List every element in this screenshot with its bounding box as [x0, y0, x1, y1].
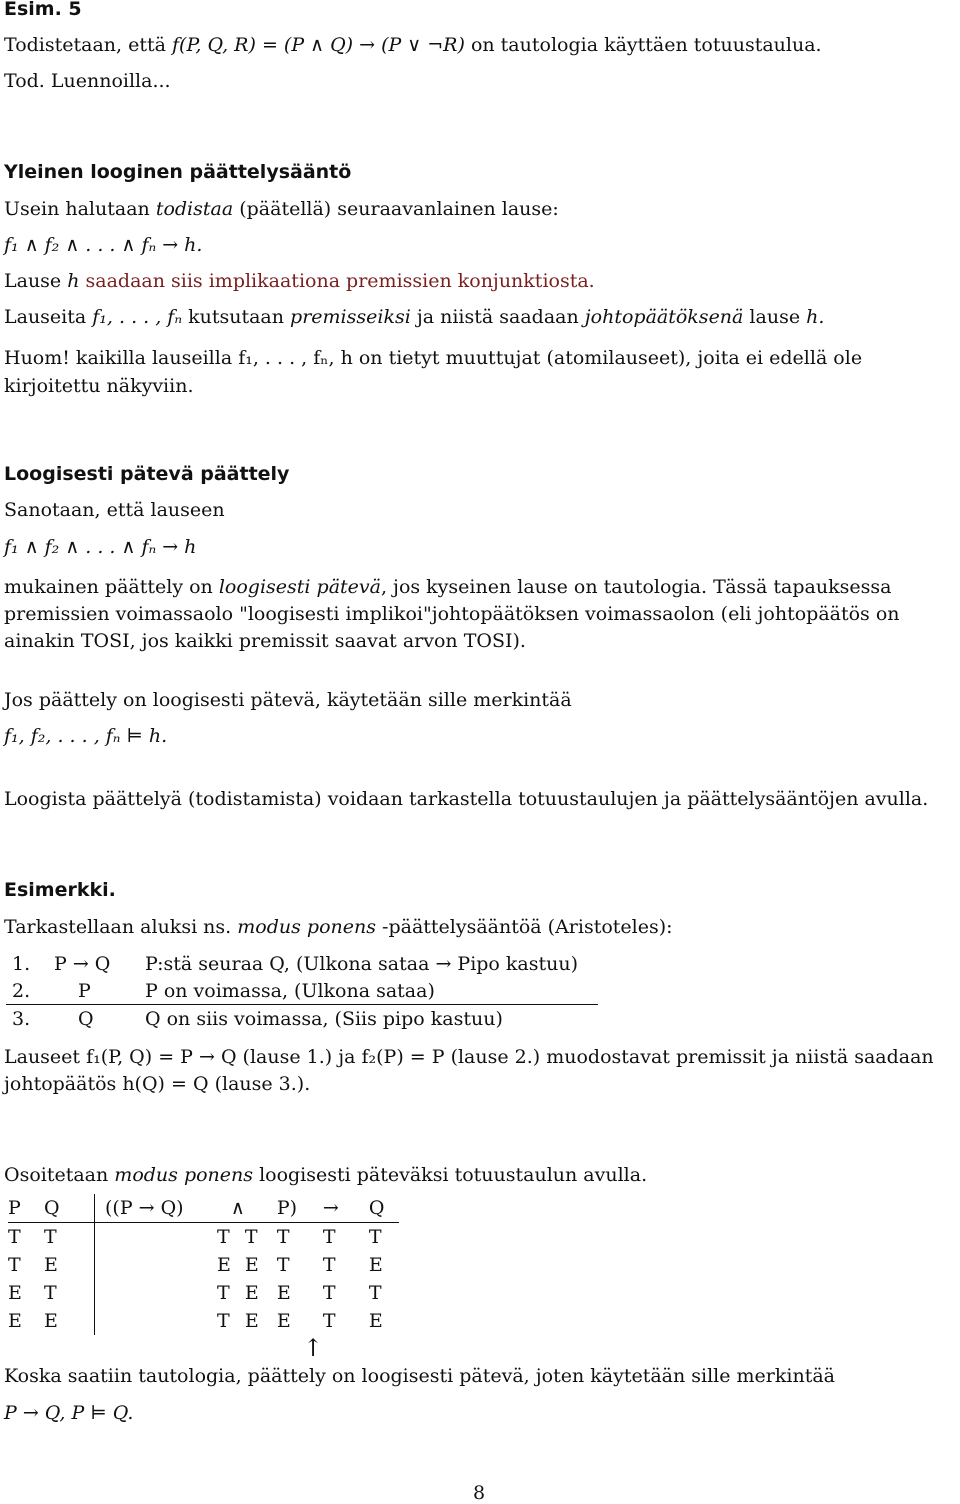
tod-line: Tod. Luennoilla... [4, 70, 171, 92]
s1-line4 [4, 308, 824, 327]
th-and: ∧ [230, 1196, 245, 1219]
intro-text: Todistetaan, että [4, 34, 166, 56]
step-1-text: P:stä seuraa Q, (Ulkona sataa → Pipo kastuu) [145, 953, 579, 975]
table-row [8, 1251, 399, 1279]
cell: E [44, 1307, 95, 1335]
th-p2: P) [276, 1196, 298, 1219]
s1-line4-a: Lauseita [4, 306, 87, 328]
s4-final: P → Q, P ⊨ Q. [4, 1402, 134, 1424]
s1-line4-h: h. [806, 306, 825, 328]
cell: T [322, 1253, 336, 1276]
up-arrow-icon: ↑ [303, 1334, 324, 1362]
s1-line1-a: Usein halutaan [4, 198, 150, 220]
truth-table [8, 1194, 399, 1335]
cell: T [44, 1279, 95, 1307]
table-row [8, 1223, 399, 1252]
cell: T [322, 1309, 336, 1332]
s2-formula: f₁ ∧ f₂ ∧ . . . ∧ fₙ → h [4, 536, 197, 558]
s2-para-a: mukainen päättely on [4, 576, 213, 598]
step-3-formula: Q [78, 1008, 94, 1030]
s1-line3-a: Lause [4, 270, 62, 292]
th-p: P [8, 1196, 21, 1219]
s4-line1-em: modus ponens [114, 1164, 254, 1186]
cell: E [244, 1281, 259, 1304]
s4-koska: Koska saatiin tautologia, päättely on loogisesti pätevä, joten käytetään sille merkintää [4, 1365, 835, 1387]
s1-line4-f: f₁, . . . , fₙ [92, 306, 183, 328]
step-3-number: 3. [12, 1008, 31, 1030]
cell: T [8, 1225, 21, 1248]
th-imp2: → [322, 1196, 339, 1219]
s3-line1-b: -päättelysääntöä (Aristoteles): [382, 916, 673, 938]
step-3-text: Q on siis voimassa, (Siis pipo kastuu) [145, 1008, 503, 1030]
cell: T [217, 1309, 230, 1332]
s4-line1 [4, 1166, 647, 1185]
step-2-number: 2. [12, 980, 31, 1002]
intro-tail: on tautologia käyttäen totuustaulua. [470, 34, 822, 56]
section-title-valid-inference: Loogisesti pätevä päättely [4, 463, 290, 485]
step-1-formula: P → Q [54, 953, 111, 975]
s1-line1 [4, 200, 559, 219]
s1-line4-d: lause [749, 306, 801, 328]
example-heading: Esim. 5 [4, 0, 82, 20]
s2-para-b: , jos kyseinen lause on tautologia. Tässä tapauksessa premissien voimassaolo "loogisesti implikoi"johtopäätöksen voimassaolon (eli johtopäätös on ainakin TOSI, jos kaikki premissit saavat arvon TOSI). [4, 576, 900, 652]
th-q: Q [44, 1194, 95, 1223]
th-implication: ((P → Q) [105, 1196, 184, 1219]
cell: T [244, 1225, 258, 1248]
s3-line1 [4, 918, 673, 937]
cell: E [368, 1253, 383, 1276]
cell: E [276, 1281, 291, 1304]
cell: T [322, 1225, 336, 1248]
cell: T [368, 1225, 382, 1248]
cell: T [217, 1225, 230, 1248]
cell: T [217, 1281, 230, 1304]
table-row [8, 1307, 399, 1335]
s1-line4-em2: johtopäätöksenä [584, 306, 744, 328]
truth-table-header [8, 1194, 399, 1223]
table-row [8, 1279, 399, 1307]
step-2-text: P on voimassa, (Ulkona sataa) [145, 980, 435, 1002]
intro-formula: f(P, Q, R) = (P ∧ Q) → (P ∨ ¬R) [172, 34, 465, 56]
s4-line1-a: Osoitetaan [4, 1164, 109, 1186]
cell: E [8, 1281, 22, 1304]
s2-jos: Jos päättely on loogisesti pätevä, käytetään sille merkintää [4, 689, 572, 711]
s2-loogista: Loogista päättelyä (todistamista) voidaan tarkastella totuustaulujen ja päättelysääntöjen avulla. [4, 788, 929, 810]
s3-line1-em: modus ponens [237, 916, 376, 938]
s2-line1: Sanotaan, että lauseen [4, 499, 225, 521]
s4-line1-b: loogisesti päteväksi totuustaulun avulla. [259, 1164, 648, 1186]
s3-lauseet: Lauseet f₁(P, Q) = P → Q (lause 1.) ja f₂(P) = P (lause 2.) muodostavat premissit ja niistä saadaan johtopäätös h(Q) = Q (lause 3.). [4, 1046, 934, 1095]
conclusion-rule [6, 1004, 598, 1005]
intro-line [4, 36, 822, 55]
section-title-general-rule: Yleinen looginen päättelysääntö [4, 161, 352, 183]
s2-paragraph [4, 574, 956, 655]
cell: T [8, 1253, 21, 1276]
s3-line1-a: Tarkastellaan aluksi ns. [4, 916, 232, 938]
s2-para-em: loogisesti pätevä [218, 576, 381, 598]
s1-line4-b: kutsutaan [188, 306, 284, 328]
cell: E [44, 1251, 95, 1279]
cell: T [44, 1223, 95, 1252]
cell: E [244, 1309, 259, 1332]
cell: T [322, 1281, 336, 1304]
th-q2: Q [368, 1196, 385, 1219]
page-number: 8 [473, 1482, 486, 1504]
cell: E [368, 1309, 383, 1332]
s1-formula: f₁ ∧ f₂ ∧ . . . ∧ fₙ → h. [4, 234, 203, 256]
cell: E [8, 1309, 22, 1332]
s1-line1-b: (päätellä) seuraavanlainen lause: [239, 198, 559, 220]
s1-line3-b: saadaan siis implikaationa premissien konjunktiosta. [85, 270, 595, 292]
section-title-example: Esimerkki. [4, 879, 116, 901]
s1-line1-em: todistaa [155, 198, 234, 220]
step-2-formula: P [78, 980, 91, 1002]
s1-huom: Huom! kaikilla lauseilla f₁, . . . , fₙ, h on tietyt muuttujat (atomilauseet), joita ei edellä ole kirjoitettu näkyviin. [4, 347, 863, 397]
s1-line3 [4, 272, 595, 291]
s1-line4-c: ja niistä saadaan [416, 306, 579, 328]
s1-line4-em1: premisseiksi [290, 306, 411, 328]
cell: T [276, 1225, 290, 1248]
cell: E [217, 1253, 231, 1276]
cell: E [276, 1309, 291, 1332]
cell: E [244, 1253, 259, 1276]
cell: T [276, 1253, 290, 1276]
step-1-number: 1. [12, 953, 31, 975]
cell: T [368, 1281, 382, 1304]
s2-notation: f₁, f₂, . . . , fₙ ⊨ h. [4, 725, 168, 747]
s1-line3-h: h [67, 270, 80, 292]
